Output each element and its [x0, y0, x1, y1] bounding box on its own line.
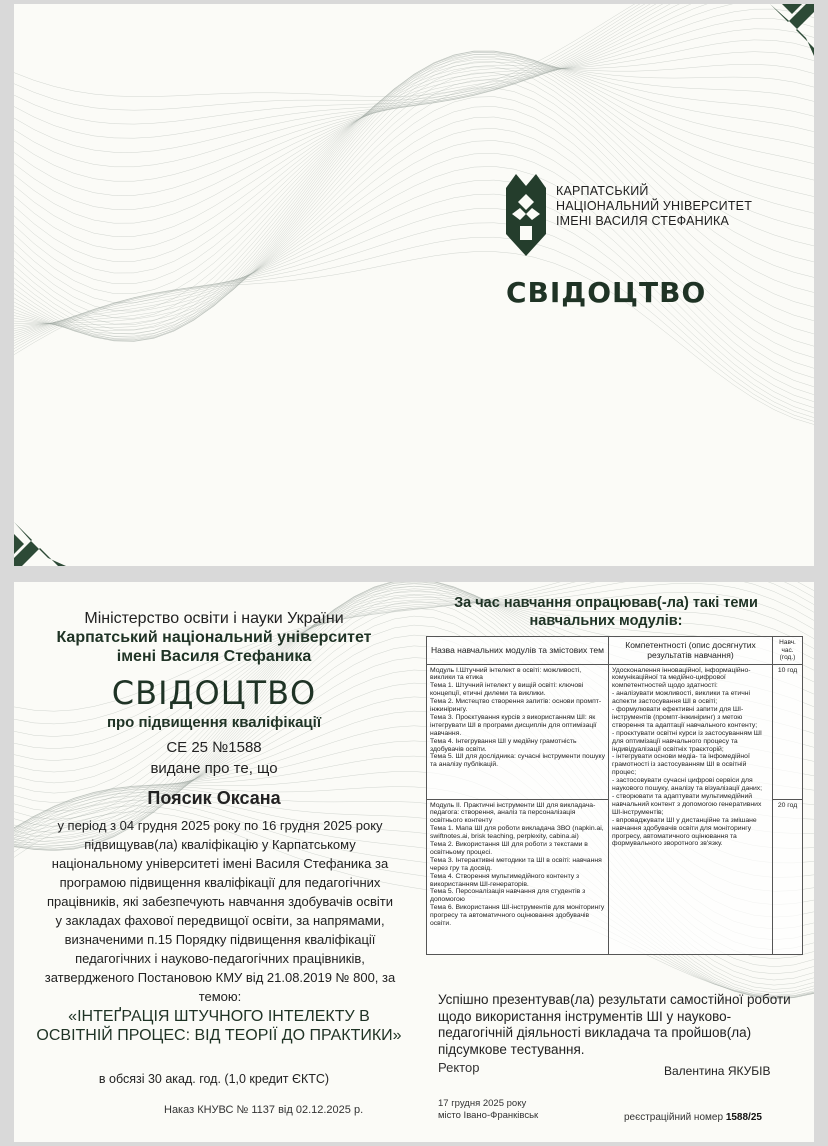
guilloche-line: [14, 52, 814, 294]
competencies-cell: Удосконалення інноваційної, інформаційно-комунікаційної та медійно-цифрової компетентностей щодо здатності: - аналізувати можливості, виклики та етичні аспекти застосування ШІ в освіті; - формулювати ефективні запити для ШІ-інструментів (промпт-інжиніринг) з метою створення та адаптації навчального контенту; - проєктувати освітні курси із застосуванням ШІ для оптимізації навчального процесу та індивідуалізації освітніх траєкторій; - інтегрувати основи медіа- та інфомедійної грамотності із застосуванням ШІ в освітній процес; - застосовувати сучасні цифрові сервіси для наукового пошуку, аналізу та візуалізації даних; - створювати та адаптувати мультимедійний навчальний контент з допомогою генеративних ШІ-інструментів; - впроваджувати ШІ у дистанційне та змішане навчання здобувачів освіти для моніторингу прогресу, автоматичного оцінювання та формувального зворотного зв'язку.: [609, 664, 773, 954]
university-line-2: імені Василя Стефаника: [116, 648, 312, 665]
modules-heading: За час навчання опрацював(-ла) такі теми навчальних модулів:: [454, 595, 758, 629]
issue-city: місто Івано-Франківськ: [438, 1110, 539, 1121]
university-emblem-icon: [506, 174, 546, 256]
column-header-hours: Навч. час. (год.): [773, 637, 803, 665]
module-1-topics: Модуль І.Штучний інтелект в освіті: можливості, виклики та етика Тема 1. Штучний інтелект у вищій освіті: ключові концепції, етичні дилеми та виклики. Тема 2. Мистецтво створення запитів: основи промпт-інжинірингу. Тема 3. Проєктування курсів з використанням ШІ: як інтегрувати ШІ в програми дисциплін для оптимізації навчання. Тема 4. Інтегрування ШІ у медійну грамотність здобувачів освіти. Тема 5. ШІ для дослідника: сучасні інструменти пошуку та аналізу публікацій.: [427, 664, 609, 799]
table-row: [427, 664, 803, 799]
column-header-competencies: Компетентності (опис досягнутих результатів навчання): [609, 637, 773, 665]
guilloche-line: [14, 4, 814, 110]
certificate-body-text: у період з 04 грудня 2025 року по 16 грудня 2025 року підвищував(ла) кваліфікацію у Карпатському національному університеті імені Василя Стефаника за програмою підвищення кваліфікації для педагогічних працівників, які забезпечують навчання здобувачів освіти у закладах фахової передвищої освіти, за напрямами, визначеними п.15 Порядку підвищення кваліфікації педагогічних і науково-педагогічних працівників, затвердженого Постановою КМУ від 21.08.2019 № 800, за темою:: [44, 818, 396, 1004]
guilloche-line: [14, 4, 814, 97]
program-volume: в обсязі 30 акад. год. (1,0 кредит ЄКТС): [98, 1072, 330, 1086]
certificate-title: СВІДОЦТВО: [111, 674, 317, 712]
guilloche-line: [14, 4, 814, 138]
result-statement: Успішно презентував(ла) результати самостійної роботи щодо використання інструментів ШІ у науково-педагогічній діяльності викладача та пройшов(ла) підсумкове тестування.: [438, 992, 791, 1057]
rector-label: Ректор: [438, 1060, 480, 1075]
modules-table: [426, 636, 803, 955]
certificate-subtitle: про підвищення кваліфікації: [106, 714, 322, 731]
certificate-number: СЕ 25 №1588: [166, 739, 262, 756]
certificate-inner: [14, 582, 814, 1142]
recipient-name: Поясик Оксана: [147, 788, 281, 808]
module-2-hours: 20 год: [773, 799, 803, 954]
program-topic: «ІНТЕҐРАЦІЯ ШТУЧНОГО ІНТЕЛЕКТУ В ОСВІТНІЙ ПРОЦЕС: ВІД ТЕОРІЇ ДО ПРАКТИКИ»: [36, 1008, 402, 1044]
module-1-hours: 10 год: [773, 664, 803, 799]
order-reference: Наказ КНУВС № 1137 від 02.12.2025 р.: [164, 1104, 364, 1116]
guilloche-line: [14, 237, 814, 421]
table-header-row: [427, 637, 803, 665]
guilloche-line: [14, 117, 814, 358]
guilloche-line: [14, 4, 814, 209]
issue-date: 17 грудня 2025 року: [438, 1098, 527, 1109]
ministry-name: Міністерство освіти і науки України: [84, 610, 344, 627]
guilloche-line: [14, 208, 814, 413]
corner-ornament-bottom-left: [14, 514, 66, 566]
registration-label: реєстраційний номер: [624, 1112, 724, 1123]
certificate-cover: [14, 4, 814, 566]
registration-value: 1588/25: [725, 1112, 762, 1123]
guilloche-line: [14, 4, 814, 124]
guilloche-line: [14, 223, 814, 418]
issued-to-label: видане про те, що: [150, 760, 278, 777]
university-name: КАРПАТСЬКИЙ НАЦІОНАЛЬНИЙ УНІВЕРСИТЕТ ІМЕНІ ВАСИЛЯ СТЕФАНИКА: [556, 184, 753, 228]
guilloche-line: [14, 141, 814, 379]
module-2-topics: Модуль ІІ. Практичні інструменти ШІ для викладача-педагога: створення, аналіз та персоналізація освітнього контенту Тема 1. Мапа ШІ для роботи викладача ЗВО (napkin.ai, swiftnotes.ai, brisk teaching, perplexity, cabina.ai) Тема 2. Використання ШІ для роботи з текстами в освітньому процесі. Тема 3. Інтерактивні методики та ШІ в освіті: навчання через гру та досвід. Тема 4. Створення мультимедійного контенту з використанням ШІ-генераторів. Тема 5. Персоналізація навчання для студентів з допомогою Тема 6. Використання ШІ-інструментів для моніторингу прогресу та автоматичного оцінювання здобувачів освіти.: [427, 799, 609, 954]
university-line-1: Карпатський національний університет: [56, 629, 372, 646]
registration-number: [624, 1112, 762, 1123]
cover-title: СВІДОЦТВО: [506, 276, 707, 309]
rector-name: Валентина ЯКУБІВ: [664, 1064, 771, 1078]
corner-ornament-top-right: [762, 4, 814, 56]
column-header-modules: Назва навчальних модулів та змістових тем: [427, 637, 609, 665]
